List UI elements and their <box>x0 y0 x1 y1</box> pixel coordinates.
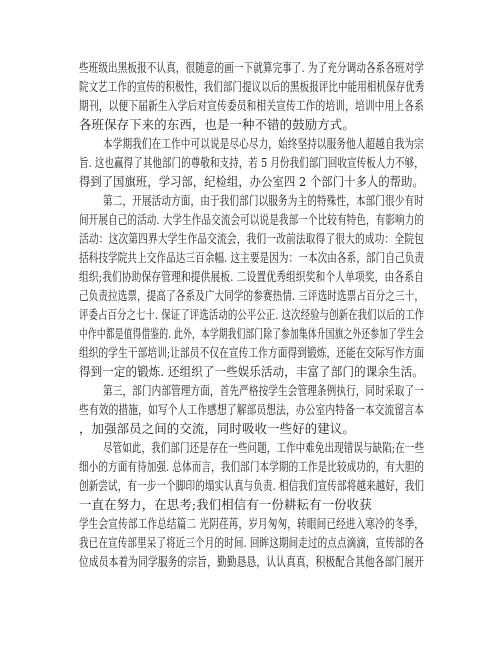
text-line: 细小的方面有待加强. 总体而言，我们部门本学期的工作是比较成功的，有大胆的 <box>79 459 425 474</box>
text-line: ，加强部员之间的交流，同时吸收一些好的建议。 <box>79 421 355 436</box>
text-line: 我已在宣传部里呆了将近三个月的时间. 回眸这期间走过的点点滴滴，宣传部的各 <box>79 535 425 550</box>
text-line: 本学期我们在工作中可以说是尽心尽力，始终坚持以服务他人超越自我为宗 <box>103 136 424 151</box>
text-line: 中作中都是值得借鉴的. 此外，本学期我们部门除了参加集体升国旗之外还参加了学生会 <box>79 326 424 341</box>
text-line: 得到一定的锻炼. 还组织了一些娱乐活动，丰富了部门的课余生活。 <box>79 364 424 379</box>
text-line: 组织;我们协助保存管理和提供展板. 二设置优秀组织奖和个人单项奖，由各系自 <box>79 269 424 284</box>
text-line: 第二，开展活动方面，由于我们部门以服务为主的特殊性，本部门很少有时 <box>103 193 424 208</box>
text-line: 位成员本着为同学服务的宗旨，勤勤恳恳，认认真真，积极配合其他各部门展开 <box>79 554 424 569</box>
text-line: 第三，部门内部管理方面，首先严格按学生会管理条例执行，同时采取了一 <box>103 383 424 398</box>
text-line: 创新尝试，有一步一个脚印的塌实认真与负责. 相信我们宣传部将越来越好，我们 <box>79 478 425 493</box>
text-line: 各班保存下来的东西，也是一种不错的鼓励方式。 <box>79 117 355 132</box>
text-line: 期刊，以便下届新生入学后对宣传委员和相关宣传工作的培训，培训中用上各系 <box>79 98 424 113</box>
text-line: 活动：这次第四界大学生作品交流会，我们一改前法取得了很大的成功：全院包 <box>79 231 424 246</box>
text-line: 己负责拉选票，提高了各系及广大同学的参赛热情. 三评选时选票占百分之三十， <box>79 288 425 303</box>
text-line: 些有效的措施，如写个人工作感想了解部员想法，办公室内特备一本交流留言本 <box>79 402 424 417</box>
text-line: 组织的学生干部培训;让部员不仅在宣传工作方面得到锻炼，还能在交际写作方面 <box>79 345 425 360</box>
text-line: 些班级出黑板报不认真，很随意的画一下就算完事了. 为了充分调动各系各班对学 <box>79 60 425 75</box>
text-line: 间开展自己的活动. 大学生作品交流会可以说是我部一个比较有特色，有影响力的 <box>79 212 425 227</box>
text-line: 括科技学院共上交作品达三百余幅. 这主要是因为：一本次由各系，部门自己负责 <box>79 250 425 265</box>
text-line: 得到了国旗班，学习部，纪检组，办公室四 2 个部门十多人的帮助。 <box>79 174 424 189</box>
text-line: 评委占百分之七十. 保证了评选活动的公平公正. 这次经验与创新在我们以后的工作 <box>79 307 425 322</box>
text-line: 一直在努力，在思考;我们相信有一份耕耘有一份收获 <box>79 497 372 512</box>
text-line: 尽管如此，我们部门还是存在一些问题，工作中难免出现错误与缺陷;在一些 <box>103 440 425 455</box>
section-heading-line: 学生会宣传部工作总结篇二 光阴荏苒，岁月匆匆，转眼间已经进入寒冷的冬季， <box>79 516 425 531</box>
text-line: 旨. 这也赢得了其他部门的尊敬和支持，若 5 月份我们部门回收宣传板人力不够， <box>79 155 424 170</box>
text-line: 院文艺工作的宣传的积极性，我们部门提议以后的黑板报评比中能用相机保存优秀 <box>79 79 425 94</box>
